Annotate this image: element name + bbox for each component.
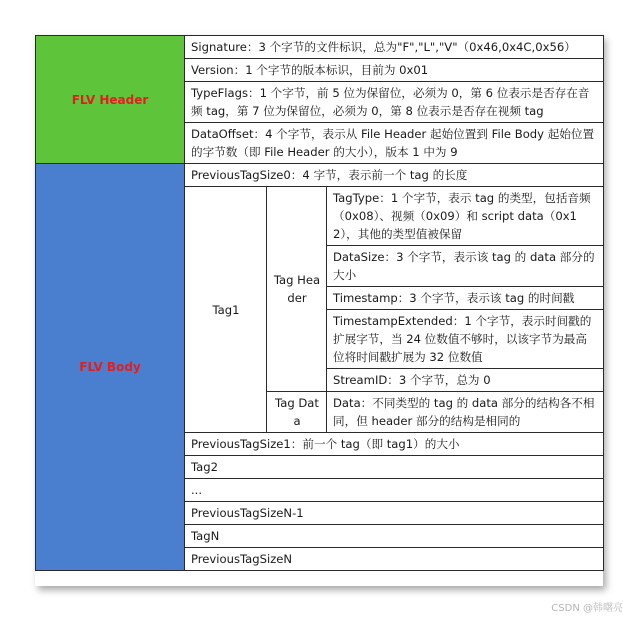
datasize-cell: DataSize：3 个字节，表示该 tag 的 data 部分的大小: [327, 246, 604, 287]
flv-body-section-label: FLV Body: [36, 164, 185, 571]
version-cell: Version：1 个字节的版本标识，目前为 0x01: [185, 59, 604, 82]
streamid-cell: StreamID：3 个字节，总为 0: [327, 369, 604, 392]
flv-structure-table: [35, 35, 603, 586]
timestamp-cell: Timestamp：3 个字节，表示该 tag 的时间戳: [327, 287, 604, 310]
data-cell: Data：不同类型的 tag 的 data 部分的结构各不相同，但 header 部分的结构是相同的: [327, 392, 604, 433]
tag-header-label: Tag Header: [267, 187, 327, 392]
flv-table: [35, 35, 604, 571]
prevtagsizen-1-cell: PreviousTagSizeN-1: [185, 502, 604, 525]
dataoffset-cell: DataOffset：4 个字节，表示从 File Header 起始位置到 File Body 起始位置的字节数（即 File Header 的大小），版本 1 中为 9: [185, 123, 604, 164]
csdn-watermark: CSDN @韩曙亮: [551, 603, 623, 614]
prevtagsizen-cell: PreviousTagSizeN: [185, 548, 604, 571]
body-row-prevtagsize0: [36, 164, 604, 187]
tag1-label: Tag1: [185, 187, 267, 433]
prevtagsize0-cell: PreviousTagSize0：4 字节，表示前一个 tag 的长度: [185, 164, 604, 187]
tag2-cell: Tag2: [185, 456, 604, 479]
signature-cell: Signature：3 个字节的文件标识，总为"F","L","V"（0x46,0x4C,0x56）: [185, 36, 604, 59]
prevtagsize1-cell: PreviousTagSize1：前一个 tag（即 tag1）的大小: [185, 433, 604, 456]
ellipsis-cell: ...: [185, 479, 604, 502]
header-row-signature: [36, 36, 604, 59]
tag-data-label: Tag Data: [267, 392, 327, 433]
timestampextended-cell: TimestampExtended：1 个字节，表示时间戳的扩展字节，当 24 位数值不够时，以该字节为最高位将时间戳扩展为 32 位数值: [327, 310, 604, 369]
typeflags-cell: TypeFlags：1 个字节，前 5 位为保留位，必须为 0，第 6 位表示是否存在音频 tag，第 7 位为保留位，必须为 0，第 8 位表示是否存在视频 tag: [185, 82, 604, 123]
tagn-cell: TagN: [185, 525, 604, 548]
tagtype-cell: TagType：1 个字节，表示 tag 的类型，包括音频（0x08）、视频（0x09）和 script data（0x12），其他的类型值被保留: [327, 187, 604, 246]
flv-header-section-label: FLV Header: [36, 36, 185, 164]
